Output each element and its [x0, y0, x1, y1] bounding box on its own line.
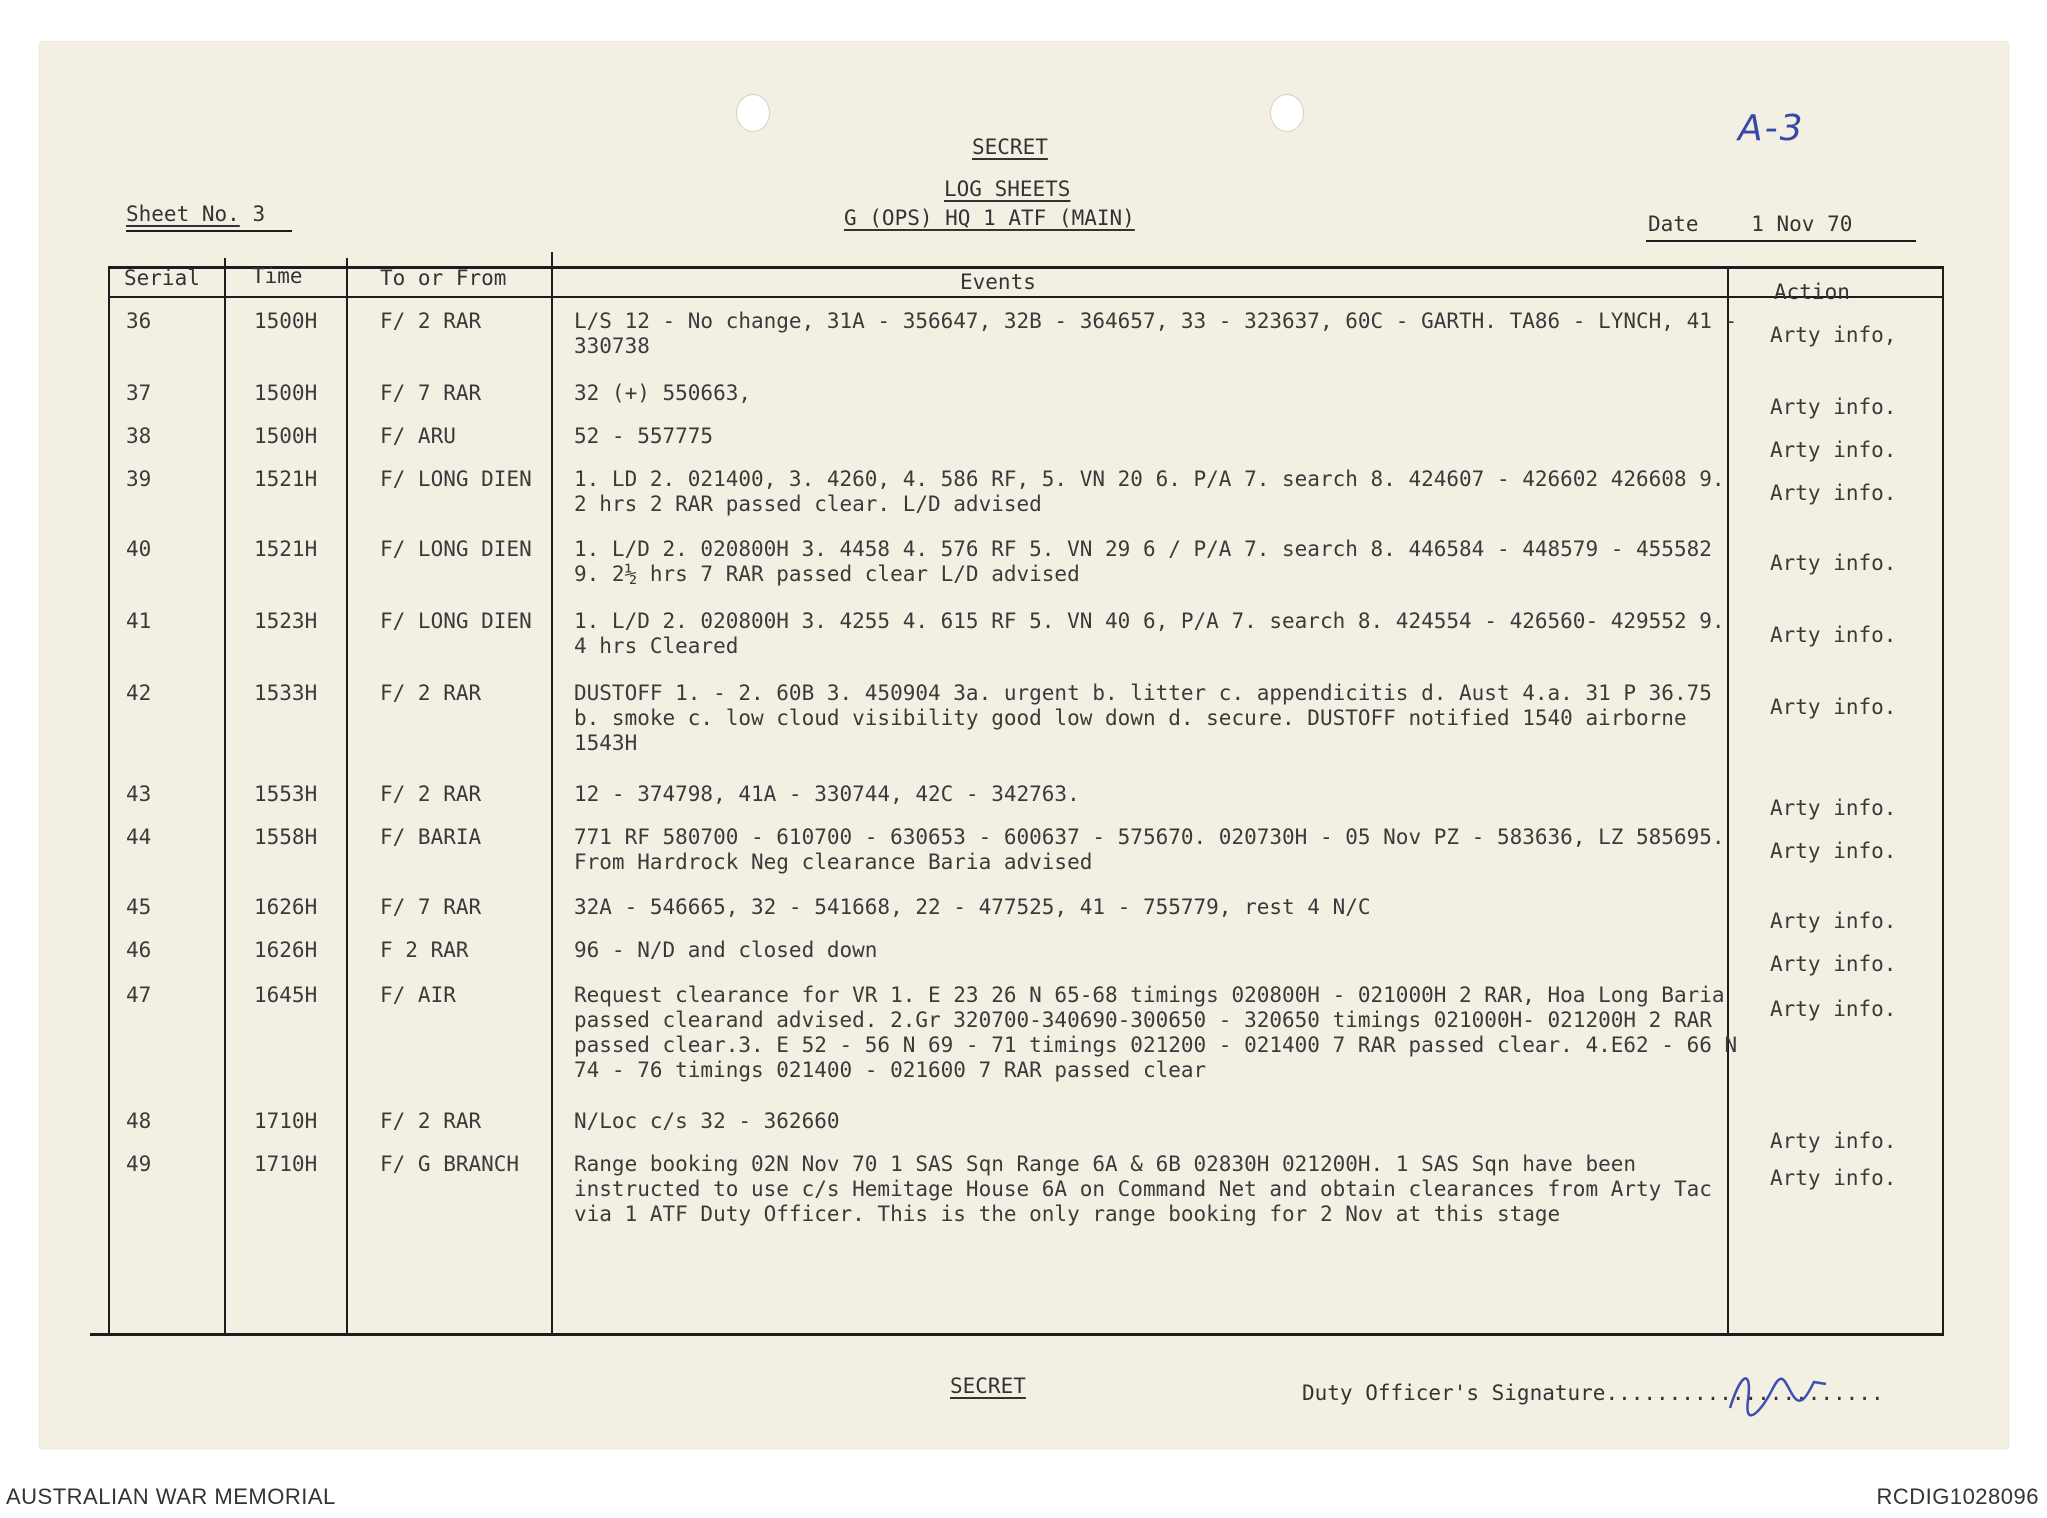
- row-serial: 46: [126, 938, 152, 962]
- row-action: Arty info.: [1770, 952, 1897, 976]
- row-from: F/ 7 RAR: [380, 895, 482, 919]
- table-right-border: [1942, 266, 1944, 1333]
- row-serial: 45: [126, 895, 152, 919]
- sheet-value: 3: [252, 202, 266, 226]
- document-title: LOG SHEETS: [944, 177, 1071, 201]
- row-time: 1500H: [254, 424, 318, 448]
- row-from: F/ 2 RAR: [380, 782, 482, 806]
- row-serial: 38: [126, 424, 152, 448]
- row-action: Arty info.: [1770, 438, 1897, 462]
- row-events: 1. L/D 2. 020800H 3. 4458 4. 576 RF 5. VN 29 6 / P/A 7. search 8. 446584 - 448579 - 455582 9. 2½ hrs 7 RAR passed clear L/D advised: [574, 537, 1712, 586]
- signature-scribble: [1722, 1360, 1832, 1420]
- classification-bottom: SECRET: [950, 1374, 1026, 1398]
- row-from: F/ LONG DIEN: [380, 537, 532, 561]
- row-time: 1626H: [254, 895, 318, 919]
- row-serial: 48: [126, 1109, 152, 1133]
- row-serial: 36: [126, 309, 152, 333]
- row-serial: 49: [126, 1152, 152, 1176]
- sheet-underline: [126, 230, 292, 232]
- row-serial: 43: [126, 782, 152, 806]
- row-events: DUSTOFF 1. - 2. 60B 3. 450904 3a. urgent b. litter c. appendicitis d. Aust 4.a. 31 P 36.75 b. smoke c. low cloud visibility good low down d. secure. DUSTOFF notified 1540 airborne 1543H: [574, 681, 1712, 755]
- row-from: F/ LONG DIEN: [380, 467, 532, 491]
- caption-left: AUSTRALIAN WAR MEMORIAL: [6, 1484, 336, 1509]
- row-action: Arty info.: [1770, 623, 1897, 647]
- row-serial: 39: [126, 467, 152, 491]
- row-time: 1500H: [254, 309, 318, 333]
- row-time: 1521H: [254, 467, 318, 491]
- row-events: Request clearance for VR 1. E 23 26 N 65-68 timings 020800H - 021000H 2 RAR, Hoa Long Baria passed clearand advised. 2.Gr 320700-340690-300650 - 320650 timings 021000H- 021200H 2 RAR passed clear.3. E 52 - 56 N 69 - 71 timings 021200 - 021400 7 RAR passed clear. 4.E62 - 66 N 74 - 76 timings 021400 - 021600 7 RAR passed clear: [574, 983, 1738, 1082]
- row-time: 1626H: [254, 938, 318, 962]
- sheet-number: [126, 202, 265, 226]
- row-action: Arty info.: [1770, 551, 1897, 575]
- row-action: Arty info.: [1770, 796, 1897, 820]
- row-action: Arty info.: [1770, 1166, 1897, 1190]
- row-serial: 44: [126, 825, 152, 849]
- date-label: Date: [1648, 212, 1699, 236]
- row-from: F/ 2 RAR: [380, 309, 482, 333]
- row-events: Range booking 02N Nov 70 1 SAS Sqn Range 6A & 6B 02830H 021200H. 1 SAS Sqn have been instructed to use c/s Hemitage House 6A on Command Net and obtain clearances from Arty Tac via 1 ATF Duty Officer. This is the only range booking for 2 Nov at this stage: [574, 1152, 1712, 1226]
- handwritten-annotation: A-3: [1738, 108, 1805, 149]
- col-divider-serial-time: [224, 258, 226, 1333]
- sheet-label: Sheet No.: [126, 202, 240, 226]
- row-time: 1500H: [254, 381, 318, 405]
- row-from: F/ BARIA: [380, 825, 482, 849]
- row-events: 96 - N/D and closed down: [574, 938, 878, 962]
- row-time: 1710H: [254, 1152, 318, 1176]
- row-time: 1710H: [254, 1109, 318, 1133]
- unit-name: G (OPS) HQ 1 ATF (MAIN): [844, 206, 1135, 230]
- row-events: 771 RF 580700 - 610700 - 630653 - 600637 - 575670. 020730H - 05 Nov PZ - 583636, LZ 585695. From Hardrock Neg clearance Baria advised: [574, 825, 1725, 874]
- row-from: F/ 2 RAR: [380, 1109, 482, 1133]
- row-time: 1645H: [254, 983, 318, 1007]
- row-events: 52 - 557775: [574, 424, 714, 448]
- row-events: 1. L/D 2. 020800H 3. 4255 4. 615 RF 5. VN 40 6, P/A 7. search 8. 424554 - 426560- 429552 9. 4 hrs Cleared: [574, 609, 1725, 658]
- row-events: 12 - 374798, 41A - 330744, 42C - 342763.: [574, 782, 1080, 806]
- row-serial: 47: [126, 983, 152, 1007]
- col-divider-time-from: [346, 258, 348, 1333]
- row-serial: 40: [126, 537, 152, 561]
- date-field: [1648, 212, 1852, 236]
- row-from: F 2 RAR: [380, 938, 469, 962]
- col-divider-from-events: [551, 252, 553, 1333]
- row-from: F/ ARU: [380, 424, 456, 448]
- row-action: Arty info.: [1770, 1129, 1897, 1153]
- col-header-serial: Serial: [124, 266, 200, 290]
- col-header-to-from: To or From: [380, 266, 507, 290]
- row-time: 1558H: [254, 825, 318, 849]
- row-from: F/ 2 RAR: [380, 681, 482, 705]
- row-events: 32A - 546665, 32 - 541668, 22 - 477525, 41 - 755779, rest 4 N/C: [574, 895, 1371, 919]
- row-events: 32 (+) 550663,: [574, 381, 752, 405]
- date-value: 1 Nov 70: [1751, 212, 1853, 236]
- signature-dots: ......................: [1605, 1381, 1884, 1405]
- row-action: Arty info.: [1770, 839, 1897, 863]
- col-header-action: Action: [1774, 280, 1850, 304]
- row-serial: 42: [126, 681, 152, 705]
- punch-hole-left: [736, 94, 770, 132]
- col-header-time: Time: [252, 264, 303, 288]
- punch-hole-right: [1270, 94, 1304, 132]
- row-serial: 37: [126, 381, 152, 405]
- row-events: L/S 12 - No change, 31A - 356647, 32B - 364657, 33 - 323637, 60C - GARTH. TA86 - LYNCH, 41 - 330738: [574, 309, 1738, 358]
- table-left-border: [108, 266, 110, 1333]
- row-action: Arty info.: [1770, 909, 1897, 933]
- row-serial: 41: [126, 609, 152, 633]
- classification-top: SECRET: [972, 135, 1048, 159]
- row-from: F/ LONG DIEN: [380, 609, 532, 633]
- row-time: 1533H: [254, 681, 318, 705]
- row-action: Arty info.: [1770, 997, 1897, 1021]
- row-time: 1553H: [254, 782, 318, 806]
- row-from: F/ AIR: [380, 983, 456, 1007]
- row-events: 1. LD 2. 021400, 3. 4260, 4. 586 RF, 5. VN 20 6. P/A 7. search 8. 424607 - 426602 426608 9. 2 hrs 2 RAR passed clear. L/D advised: [574, 467, 1725, 516]
- row-time: 1523H: [254, 609, 318, 633]
- row-from: F/ 7 RAR: [380, 381, 482, 405]
- col-header-events: Events: [960, 270, 1036, 294]
- row-time: 1521H: [254, 537, 318, 561]
- row-action: Arty info.: [1770, 481, 1897, 505]
- date-underline: [1646, 240, 1916, 242]
- row-events: N/Loc c/s 32 - 362660: [574, 1109, 840, 1133]
- table-header-rule: [110, 296, 1944, 298]
- table-bottom-border: [90, 1333, 1944, 1336]
- row-action: Arty info.: [1770, 695, 1897, 719]
- signature-label: Duty Officer's Signature: [1302, 1381, 1606, 1405]
- row-action: Arty info.: [1770, 395, 1897, 419]
- caption-right: RCDIG1028096: [1876, 1484, 2039, 1509]
- row-from: F/ G BRANCH: [380, 1152, 520, 1176]
- row-action: Arty info,: [1770, 323, 1897, 347]
